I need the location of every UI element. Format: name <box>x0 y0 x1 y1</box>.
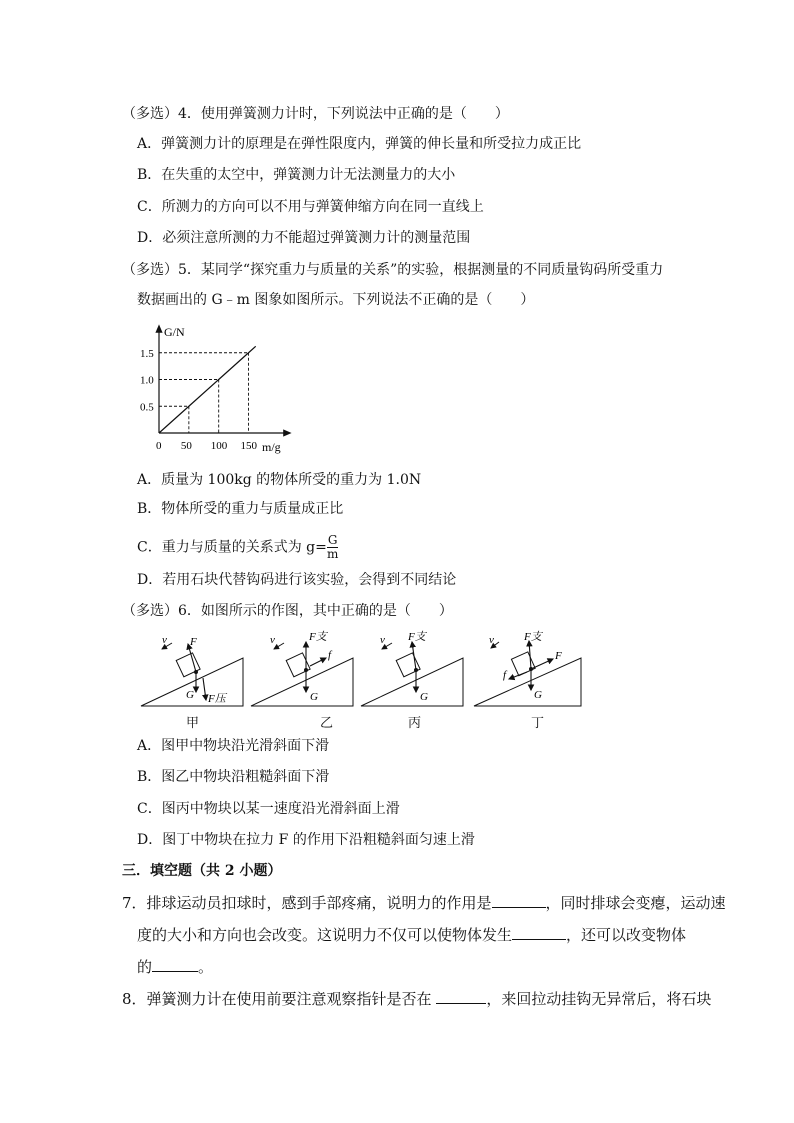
q5-stem-line2: 数据画出的 G﹣m 图象如图所示。下列说法不正确的是（ ） <box>137 292 535 308</box>
gravity-label: G <box>310 691 318 703</box>
chart-ticks <box>140 348 258 452</box>
q7-text: 度的大小和方向也会改变。这说明力不仅可以使物体发生 <box>137 926 513 944</box>
q8-text: ，来回拉动挂钩无异常后，将石块 <box>486 990 712 1008</box>
q5-option-a: A．质量为 100kg 的物体所受的重力为 1.0N <box>137 472 422 488</box>
formula-denominator: m <box>326 547 339 561</box>
friction-label: f <box>503 669 507 681</box>
answer-blank[interactable] <box>512 925 566 940</box>
answer-blank[interactable] <box>436 989 486 1004</box>
q5-stem-line1: （多选）5．某同学“探究重力与质量的关系”的实验，根据测量的不同质量钩码所受重力 <box>122 262 664 278</box>
incline-diagram-ding <box>473 628 585 712</box>
formula-fraction <box>327 534 339 561</box>
q7-text: 。 <box>198 958 214 976</box>
q6-option-b: B．图乙中物块沿粗糙斜面下滑 <box>137 769 330 785</box>
formula-numerator: G <box>327 533 338 547</box>
answer-blank[interactable] <box>152 957 198 972</box>
gravity-label: G <box>534 689 542 701</box>
q7-text: 7．排球运动员扣球时，感到手部疼痛，说明力的作用是 <box>122 894 492 912</box>
answer-blank[interactable] <box>492 893 546 908</box>
q7-line1 <box>122 893 726 913</box>
y-tick-label: 0.5 <box>140 401 154 414</box>
x-tick-label: 50 <box>180 440 192 452</box>
diagram-yi <box>251 630 353 706</box>
q4-option-a: A．弹簧测力计的原理是在弹性限度内，弹簧的伸长量和所受拉力成正比 <box>137 136 582 152</box>
q5-option-c <box>137 534 338 561</box>
gravity-label: G <box>420 691 428 703</box>
q4-option-d: D．必须注意所测的力不能超过弹簧测力计的测量范围 <box>137 230 471 246</box>
q6-option-c: C．图丙中物块以某一速度沿光滑斜面上滑 <box>137 801 400 817</box>
support-force-label: F支 <box>309 631 327 643</box>
velocity-label: v <box>162 634 167 646</box>
q8-line1 <box>122 989 711 1009</box>
series-line <box>159 346 256 433</box>
pressure-force-label: F压 <box>208 693 226 705</box>
q6-stem: （多选）6．如图所示的作图，其中正确的是（ ） <box>122 603 453 619</box>
q4-stem: （多选）4．使用弹簧测力计时，下列说法中正确的是（ ） <box>122 106 509 122</box>
y-axis-label: G/N <box>164 325 185 339</box>
diagram-jia <box>141 634 243 706</box>
q6-option-a: A．图甲中物块沿光滑斜面下滑 <box>137 738 330 754</box>
pull-force-label: F <box>555 650 562 662</box>
q7-line3 <box>137 957 213 977</box>
velocity-label: v <box>380 634 385 646</box>
q8-text: 8．弹簧测力计在使用前要注意观察指针是否在 <box>122 990 437 1008</box>
velocity-label: v <box>489 634 494 646</box>
diagram-bing <box>361 630 463 706</box>
q6-option-d: D．图丁中物块在拉力 F 的作用下沿粗糙斜面匀速上滑 <box>137 832 475 848</box>
q5-option-c-text: C．重力与质量的关系式为 g= <box>137 539 327 556</box>
q4-option-c: C．所测力的方向可以不用与弹簧伸缩方向在同一直线上 <box>137 199 484 215</box>
q7-text: ，同时排球会变瘪，运动速 <box>545 894 726 912</box>
y-tick-label: 1.0 <box>140 374 154 387</box>
friction-label: f <box>328 649 332 661</box>
q5-option-d: D．若用石块代替钩码进行该实验，会得到不同结论 <box>137 572 457 588</box>
caption-ding: 丁 <box>531 716 545 731</box>
q7-line2 <box>137 925 686 945</box>
force-label: F <box>190 636 197 648</box>
q4-option-b: B．在失重的太空中，弹簧测力计无法测量力的大小 <box>137 167 456 183</box>
x-tick-label: 150 <box>240 440 258 452</box>
q7-text: 的 <box>137 958 153 976</box>
caption-yi: 乙 <box>320 716 334 731</box>
caption-bing: 丙 <box>408 716 422 731</box>
support-force-label: F支 <box>408 631 426 643</box>
velocity-label: v <box>270 634 275 646</box>
x-tick-label: 100 <box>210 440 228 452</box>
y-tick-label: 1.5 <box>140 347 154 360</box>
support-force-label: F支 <box>524 631 542 643</box>
gravity-label: G <box>186 689 194 701</box>
q7-text: ，还可以改变物体 <box>566 926 687 944</box>
incline-diagrams <box>140 628 470 712</box>
caption-jia: 甲 <box>186 716 200 731</box>
x-axis-label: m/g <box>262 440 281 454</box>
q5-option-b: B．物体所受的重力与质量成正比 <box>137 501 344 517</box>
g-m-chart <box>138 320 298 460</box>
section-title: 三．填空题（共 2 小题） <box>122 863 282 879</box>
x-tick-label: 0 <box>156 440 162 452</box>
